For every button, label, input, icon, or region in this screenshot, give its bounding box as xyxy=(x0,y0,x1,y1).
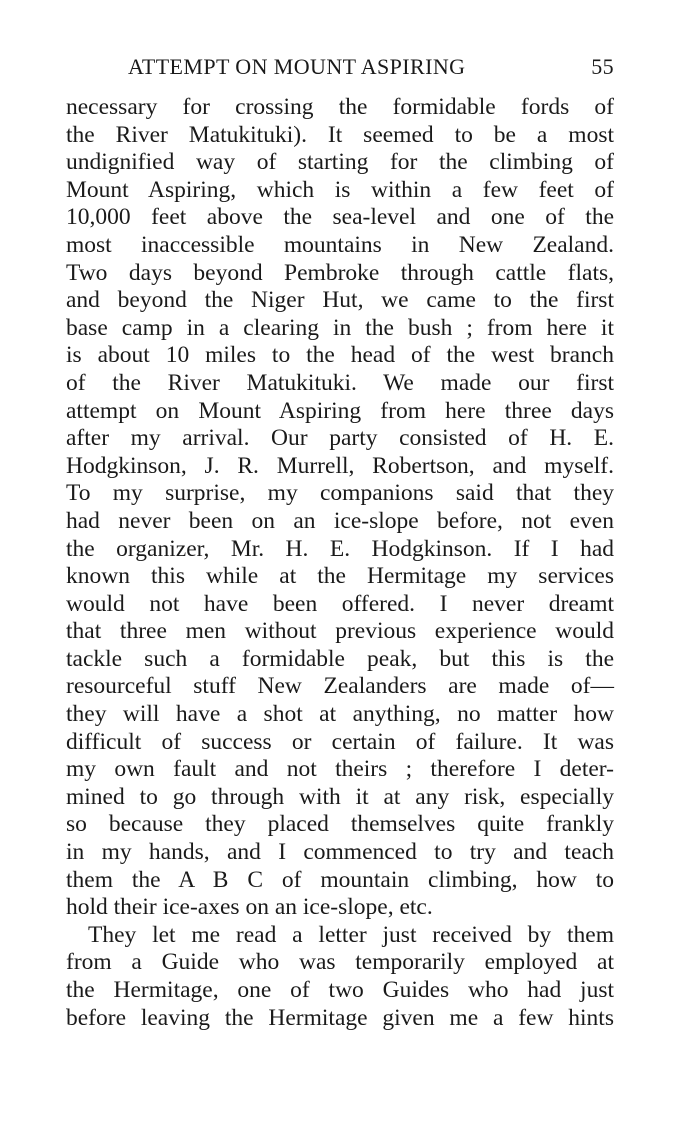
text-line: the organizer, Mr. H. E. Hodgkinson. If I had xyxy=(66,535,614,562)
text-line: mined to go through with it at any risk, especially xyxy=(66,783,614,810)
text-line: They let me read a letter just received by them xyxy=(88,921,614,948)
running-title: ATTEMPT ON MOUNT ASPIRING xyxy=(128,54,466,79)
text-line: Two days beyond Pembroke through cattle flats, xyxy=(66,259,614,286)
text-line: had never been on an ice-slope before, not even xyxy=(66,507,614,534)
text-line: and beyond the Niger Hut, we came to the first xyxy=(66,287,614,314)
text-line: of the River Matukituki. We made our first xyxy=(66,369,614,396)
text-line: from a Guide who was temporarily employed at xyxy=(66,949,614,976)
text-line: 10,000 feet above the sea-level and one of the xyxy=(66,204,614,231)
text-line: most inaccessible mountains in New Zealand. xyxy=(66,231,614,258)
text-line: Hodgkinson, J. R. Murrell, Robertson, and myself. xyxy=(66,452,614,479)
text-line: would not have been offered. I never dreamt xyxy=(66,590,614,617)
text-line: attempt on Mount Aspiring from here three days xyxy=(66,397,614,424)
text-line: known this while at the Hermitage my services xyxy=(66,563,614,590)
text-line: that three men without previous experience would xyxy=(66,618,614,645)
text-line: undignified way of starting for the climbing of xyxy=(66,149,614,176)
text-line: hold their ice-axes on an ice-slope, etc. xyxy=(66,894,433,921)
running-head xyxy=(66,54,614,84)
text-line: difficult of success or certain of failure. It was xyxy=(66,728,614,755)
text-line: tackle such a formidable peak, but this is the xyxy=(66,645,614,672)
text-line: after my arrival. Our party consisted of H. E. xyxy=(66,425,614,452)
text-line: Mount Aspiring, which is within a few feet of xyxy=(66,176,614,203)
text-line: so because they placed themselves quite frankly xyxy=(66,811,614,838)
text-line: in my hands, and I commenced to try and teach xyxy=(66,839,614,866)
text-line: the Hermitage, one of two Guides who had just xyxy=(66,977,614,1003)
text-line: To my surprise, my companions said that they xyxy=(66,480,614,507)
body-text xyxy=(66,94,614,1032)
paragraph xyxy=(66,922,614,1032)
text-line: necessary for crossing the formidable fords of xyxy=(66,94,614,120)
text-line: they will have a shot at anything, no matter how xyxy=(66,701,614,728)
text-line: the River Matukituki). It seemed to be a most xyxy=(66,121,614,148)
text-line: base camp in a clearing in the bush ; from here it xyxy=(66,314,614,341)
paragraph xyxy=(66,94,614,922)
text-line: my own fault and not theirs ; therefore I deter- xyxy=(66,756,614,783)
text-line: resourceful stuff New Zealanders are made of— xyxy=(66,673,614,700)
text-line: them the A B C of mountain climbing, how to xyxy=(66,866,614,893)
text-line: is about 10 miles to the head of the west branch xyxy=(66,342,614,369)
text-line: before leaving the Hermitage given me a few hints xyxy=(66,1004,614,1031)
page-number: 55 xyxy=(591,54,614,79)
